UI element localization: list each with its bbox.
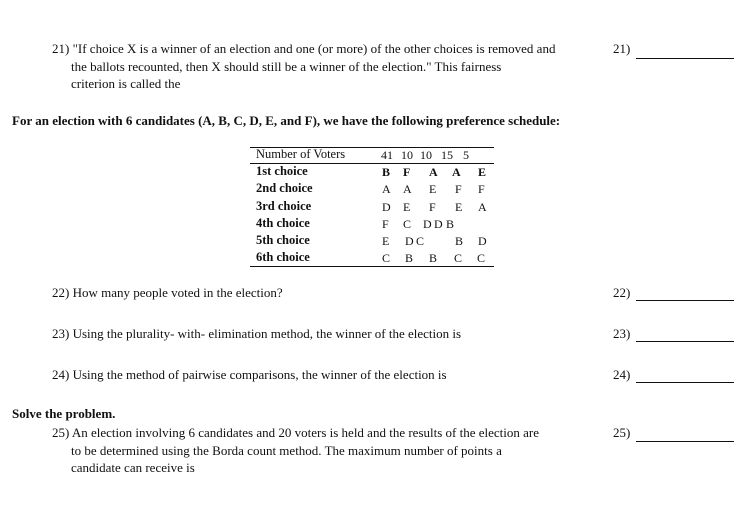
table-header-value: 10 bbox=[420, 148, 432, 162]
q25-text-line-3: candidate can receive is bbox=[71, 460, 195, 475]
table-cell: E bbox=[382, 234, 390, 248]
q25-answer-label: 25) bbox=[613, 425, 631, 440]
q21-text-line-2: the ballots recounted, then X should still be a winner of the election." This fairness bbox=[71, 59, 502, 74]
table-header-value: 41 bbox=[381, 148, 393, 162]
table-cell: D bbox=[382, 200, 391, 214]
table-header-value: 15 bbox=[441, 148, 453, 162]
q25-answer-blank[interactable] bbox=[636, 441, 734, 442]
section-header: For an election with 6 candidates (A, B, C, D, E, and F), we have the following preference schedule: bbox=[12, 113, 561, 128]
table-cell: E bbox=[403, 200, 411, 214]
q23-answer-label: 23) bbox=[613, 326, 631, 341]
table-cell: C bbox=[454, 251, 463, 265]
table-cell: F bbox=[478, 182, 485, 196]
q23-text: 23) Using the plurality- with- elimination method, the winner of the election is bbox=[52, 326, 462, 341]
table-cell: F bbox=[403, 165, 411, 179]
table-cell: B bbox=[405, 251, 414, 265]
q24-text: 24) Using the method of pairwise comparisons, the winner of the election is bbox=[52, 367, 447, 382]
q24-answer-label: 24) bbox=[613, 367, 631, 382]
q25-text-line-1: 25) An election involving 6 candidates and 20 voters is held and the results of the election are bbox=[52, 425, 540, 440]
table-row-label: 3rd choice bbox=[256, 199, 312, 213]
table-cell: D bbox=[478, 234, 487, 248]
table-header-label: Number of Voters bbox=[256, 147, 346, 161]
table-cell: C bbox=[477, 251, 486, 265]
table-cell: B bbox=[429, 251, 438, 265]
table-cell: D bbox=[423, 217, 432, 231]
table-cell: C bbox=[382, 251, 391, 265]
table-cell: D bbox=[405, 234, 414, 248]
table-cell: A bbox=[382, 182, 391, 196]
table-header-value: 5 bbox=[463, 148, 469, 162]
table-row-label: 2nd choice bbox=[256, 181, 313, 195]
table-cell: E bbox=[478, 165, 487, 179]
q25-text-line-2: to be determined using the Borda count method. The maximum number of points a bbox=[71, 443, 502, 458]
table-cell: F bbox=[429, 200, 436, 214]
table-cell: A bbox=[429, 165, 438, 179]
q24-answer-blank[interactable] bbox=[636, 382, 734, 383]
table-cell: B bbox=[446, 217, 455, 231]
table-bottom-rule bbox=[250, 266, 494, 267]
table-cell: E bbox=[455, 200, 463, 214]
table-cell: F bbox=[382, 217, 389, 231]
table-cell: A bbox=[452, 165, 461, 179]
table-cell: F bbox=[455, 182, 462, 196]
table-cell: A bbox=[403, 182, 412, 196]
table-cell: B bbox=[455, 234, 464, 248]
q21-answer-blank[interactable] bbox=[636, 58, 734, 59]
q22-answer-blank[interactable] bbox=[636, 300, 734, 301]
table-cell: B bbox=[382, 165, 391, 179]
table-row-label: 1st choice bbox=[256, 164, 308, 178]
solve-header: Solve the problem. bbox=[12, 406, 116, 421]
table-cell: C bbox=[416, 234, 425, 248]
table-row-label: 4th choice bbox=[256, 216, 310, 230]
q22-text: 22) How many people voted in the election? bbox=[52, 285, 283, 300]
q23-answer-blank[interactable] bbox=[636, 341, 734, 342]
table-cell: E bbox=[429, 182, 437, 196]
table-cell: C bbox=[403, 217, 412, 231]
table-row-label: 5th choice bbox=[256, 233, 310, 247]
table-header-value: 10 bbox=[401, 148, 413, 162]
q21-answer-label: 21) bbox=[613, 41, 631, 56]
q21-text-line-3: criterion is called the bbox=[71, 76, 181, 91]
table-row-label: 6th choice bbox=[256, 250, 310, 264]
table-cell: A bbox=[478, 200, 487, 214]
q22-answer-label: 22) bbox=[613, 285, 631, 300]
table-cell: D bbox=[434, 217, 443, 231]
q21-text-line-1: 21) "If choice X is a winner of an election and one (or more) of the other choices is removed and bbox=[52, 41, 556, 56]
